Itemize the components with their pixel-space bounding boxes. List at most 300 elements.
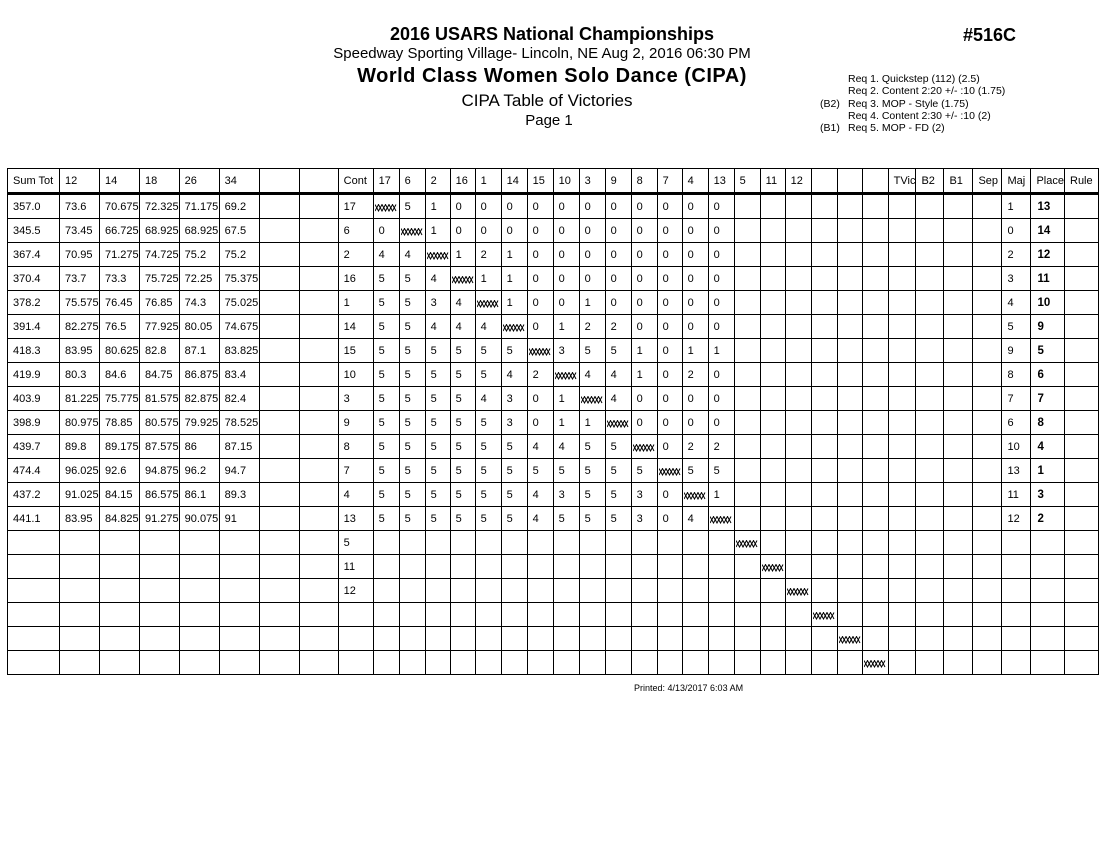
victory-count-cell <box>811 315 837 339</box>
judge-score-cell <box>219 651 259 675</box>
victory-count-cell <box>862 459 888 483</box>
judge-score-cell <box>140 651 180 675</box>
victory-count-cell <box>399 531 425 555</box>
victory-count-cell <box>450 603 475 627</box>
place-cell <box>1031 531 1065 555</box>
xxx-cross-hatch-icon <box>813 611 835 619</box>
victory-count-cell: 5 <box>399 483 425 507</box>
victory-count-cell: 5 <box>475 339 501 363</box>
victory-count-cell <box>760 603 785 627</box>
victory-count-cell <box>734 267 760 291</box>
victory-count-cell: 5 <box>682 459 708 483</box>
column-header-contestant: Cont <box>338 169 373 194</box>
victory-count-cell <box>811 483 837 507</box>
victory-count-cell: 0 <box>553 194 579 219</box>
victory-count-cell <box>682 579 708 603</box>
sep-cell <box>973 219 1002 243</box>
rule-cell <box>1065 315 1099 339</box>
rule-cell <box>1065 507 1099 531</box>
victory-count-cell <box>553 363 579 387</box>
victory-count-cell <box>708 555 734 579</box>
victory-count-cell: 5 <box>501 483 527 507</box>
victory-count-cell <box>760 555 785 579</box>
contestant-number-cell: 7 <box>338 459 373 483</box>
table-row <box>8 651 1099 675</box>
victory-count-cell <box>734 531 760 555</box>
judge-score-cell <box>100 603 140 627</box>
xxx-cross-hatch-icon <box>736 539 758 547</box>
column-header-opponent: 17 <box>373 169 399 194</box>
judge-score-cell: 83.95 <box>60 339 100 363</box>
sep-cell <box>973 531 1002 555</box>
contestant-number-cell: 14 <box>338 315 373 339</box>
rule-cell <box>1065 219 1099 243</box>
b1-cell <box>944 579 973 603</box>
b1-cell <box>944 315 973 339</box>
table-row <box>8 627 1099 651</box>
b1-cell <box>944 291 973 315</box>
xxx-cross-hatch-icon <box>555 371 577 379</box>
victory-count-cell: 5 <box>450 483 475 507</box>
judge-score-cell: 75.775 <box>100 387 140 411</box>
victory-count-cell: 4 <box>527 507 553 531</box>
requirement-text: Req 1. Quickstep (112) (2.5) <box>848 73 980 85</box>
victory-count-cell <box>399 219 425 243</box>
sum-total-cell: 403.9 <box>8 387 60 411</box>
contestant-number-cell: 2 <box>338 243 373 267</box>
judge-score-cell <box>299 555 338 579</box>
victory-count-cell <box>811 267 837 291</box>
place-cell: 14 <box>1031 219 1065 243</box>
victory-count-cell: 5 <box>399 267 425 291</box>
victory-count-cell <box>373 603 399 627</box>
victory-count-cell: 0 <box>682 194 708 219</box>
contestant-number-cell <box>338 627 373 651</box>
victory-count-cell: 0 <box>631 194 657 219</box>
judge-score-cell: 84.75 <box>140 363 180 387</box>
victory-count-cell <box>760 627 785 651</box>
b1-cell <box>944 411 973 435</box>
table-row <box>8 483 1099 507</box>
victory-count-cell: 0 <box>631 315 657 339</box>
table-row <box>8 291 1099 315</box>
victory-count-cell: 0 <box>450 219 475 243</box>
judge-score-cell <box>100 651 140 675</box>
victory-count-cell: 4 <box>425 315 450 339</box>
victory-count-cell <box>605 411 631 435</box>
requirement-item <box>820 98 1005 110</box>
judge-score-cell <box>299 579 338 603</box>
judge-score-cell: 92.6 <box>100 459 140 483</box>
victory-count-cell <box>527 603 553 627</box>
victory-count-cell: 4 <box>450 315 475 339</box>
victory-count-cell <box>682 531 708 555</box>
judge-score-cell: 91.025 <box>60 483 100 507</box>
victory-count-cell: 5 <box>373 339 399 363</box>
victory-count-cell: 1 <box>682 339 708 363</box>
maj-cell: 7 <box>1002 387 1031 411</box>
column-header-b1: B1 <box>944 169 973 194</box>
judge-score-cell <box>299 459 338 483</box>
victory-count-cell <box>785 435 811 459</box>
victory-count-cell: 5 <box>501 339 527 363</box>
victory-count-cell: 0 <box>631 291 657 315</box>
b2-cell <box>916 555 944 579</box>
tvic-cell <box>888 219 916 243</box>
rule-cell <box>1065 555 1099 579</box>
victory-count-cell: 0 <box>527 219 553 243</box>
judge-score-cell: 73.45 <box>60 219 100 243</box>
judge-score-cell <box>100 555 140 579</box>
victory-count-cell <box>760 579 785 603</box>
victory-count-cell: 5 <box>425 507 450 531</box>
victory-count-cell: 0 <box>657 363 682 387</box>
victory-count-cell: 0 <box>657 194 682 219</box>
victory-count-cell <box>657 651 682 675</box>
judge-score-cell: 89.175 <box>100 435 140 459</box>
victory-count-cell: 1 <box>501 291 527 315</box>
xxx-cross-hatch-icon <box>529 347 551 355</box>
column-header-opponent: 2 <box>425 169 450 194</box>
b2-cell <box>916 507 944 531</box>
victory-count-cell <box>760 315 785 339</box>
victory-count-cell: 0 <box>553 243 579 267</box>
judge-score-cell <box>299 243 338 267</box>
sep-cell <box>973 243 1002 267</box>
victory-count-cell: 0 <box>527 387 553 411</box>
victory-count-cell: 5 <box>605 507 631 531</box>
victory-count-cell <box>682 603 708 627</box>
column-header-score: 34 <box>219 169 259 194</box>
table-row <box>8 315 1099 339</box>
sum-total-cell: 398.9 <box>8 411 60 435</box>
judge-score-cell <box>299 627 338 651</box>
victory-count-cell: 5 <box>425 339 450 363</box>
judge-score-cell: 94.7 <box>219 459 259 483</box>
victory-count-cell <box>527 651 553 675</box>
victory-count-cell <box>579 555 605 579</box>
victory-count-cell <box>631 435 657 459</box>
judge-score-cell <box>299 435 338 459</box>
b1-cell <box>944 219 973 243</box>
victory-count-cell: 5 <box>450 459 475 483</box>
xxx-cross-hatch-icon <box>762 563 784 571</box>
tvic-cell <box>888 603 916 627</box>
column-header-opponent: 11 <box>760 169 785 194</box>
table-row <box>8 603 1099 627</box>
victory-count-cell <box>811 243 837 267</box>
victory-count-cell: 0 <box>605 291 631 315</box>
victory-count-cell <box>734 339 760 363</box>
b2-cell <box>916 339 944 363</box>
judge-score-cell: 68.925 <box>140 219 180 243</box>
judge-score-cell: 75.575 <box>60 291 100 315</box>
victory-count-cell: 0 <box>475 194 501 219</box>
place-cell: 5 <box>1031 339 1065 363</box>
judge-score-cell: 78.525 <box>219 411 259 435</box>
judge-score-cell: 94.875 <box>140 459 180 483</box>
contestant-number-cell: 9 <box>338 411 373 435</box>
victory-count-cell: 0 <box>657 483 682 507</box>
place-cell: 6 <box>1031 363 1065 387</box>
victory-count-cell <box>734 363 760 387</box>
event-code: #516C <box>963 25 1017 45</box>
victory-count-cell <box>837 531 862 555</box>
b2-cell <box>916 363 944 387</box>
victory-count-cell <box>605 555 631 579</box>
victory-count-cell: 5 <box>373 459 399 483</box>
sum-total-cell: 367.4 <box>8 243 60 267</box>
b2-cell <box>916 267 944 291</box>
b2-cell <box>916 579 944 603</box>
column-header-opponent: 3 <box>579 169 605 194</box>
victory-count-cell <box>785 531 811 555</box>
victory-count-cell: 0 <box>657 411 682 435</box>
rule-cell <box>1065 531 1099 555</box>
victory-count-cell: 1 <box>475 267 501 291</box>
victory-count-cell <box>862 603 888 627</box>
victory-count-cell <box>862 363 888 387</box>
judge-score-cell <box>259 315 299 339</box>
victory-count-cell <box>785 579 811 603</box>
victory-count-cell: 5 <box>425 435 450 459</box>
column-header-score: 18 <box>140 169 180 194</box>
victory-count-cell <box>657 459 682 483</box>
b2-cell <box>916 483 944 507</box>
victory-count-cell: 4 <box>450 291 475 315</box>
victory-count-cell: 5 <box>553 507 579 531</box>
victory-count-cell <box>657 555 682 579</box>
victory-count-cell: 0 <box>501 219 527 243</box>
b2-cell <box>916 435 944 459</box>
victory-count-cell: 0 <box>708 219 734 243</box>
victory-count-cell: 0 <box>657 219 682 243</box>
contestant-number-cell: 3 <box>338 387 373 411</box>
place-cell: 7 <box>1031 387 1065 411</box>
victory-count-cell: 0 <box>527 267 553 291</box>
victory-count-cell: 0 <box>579 267 605 291</box>
printed-timestamp: Printed: 4/13/2017 6:03 AM <box>634 683 744 693</box>
place-cell: 10 <box>1031 291 1065 315</box>
maj-cell: 2 <box>1002 243 1031 267</box>
victory-count-cell <box>425 555 450 579</box>
judge-score-cell: 82.4 <box>219 387 259 411</box>
victory-count-cell <box>734 603 760 627</box>
victory-count-cell <box>734 411 760 435</box>
judge-score-cell <box>219 555 259 579</box>
rule-cell <box>1065 651 1099 675</box>
victory-count-cell: 1 <box>708 339 734 363</box>
place-cell <box>1031 555 1065 579</box>
judge-score-cell <box>60 627 100 651</box>
victory-count-cell <box>501 555 527 579</box>
sep-cell <box>973 291 1002 315</box>
victory-count-cell: 0 <box>373 219 399 243</box>
place-cell: 12 <box>1031 243 1065 267</box>
sep-cell <box>973 315 1002 339</box>
sum-total-cell <box>8 579 60 603</box>
victory-count-cell: 5 <box>501 459 527 483</box>
victory-count-cell <box>837 387 862 411</box>
victory-count-cell <box>760 483 785 507</box>
victory-count-cell <box>760 387 785 411</box>
victory-count-cell: 3 <box>631 483 657 507</box>
judge-score-cell <box>259 243 299 267</box>
victory-count-cell <box>811 219 837 243</box>
victory-count-cell: 5 <box>450 387 475 411</box>
victory-count-cell <box>862 411 888 435</box>
table-row <box>8 363 1099 387</box>
sum-total-cell: 391.4 <box>8 315 60 339</box>
victory-count-cell: 0 <box>527 243 553 267</box>
victory-count-cell: 5 <box>399 411 425 435</box>
victory-count-cell: 5 <box>425 387 450 411</box>
victory-count-cell: 5 <box>373 315 399 339</box>
victory-count-cell: 0 <box>657 507 682 531</box>
b2-cell <box>916 627 944 651</box>
victory-count-cell: 5 <box>553 459 579 483</box>
rule-cell <box>1065 459 1099 483</box>
victory-count-cell <box>475 603 501 627</box>
xxx-cross-hatch-icon <box>684 491 706 499</box>
tvic-cell <box>888 387 916 411</box>
judge-score-cell: 70.675 <box>100 194 140 219</box>
sum-total-cell: 474.4 <box>8 459 60 483</box>
victory-count-cell <box>862 627 888 651</box>
victory-count-cell: 4 <box>527 483 553 507</box>
maj-cell <box>1002 531 1031 555</box>
contestant-number-cell: 10 <box>338 363 373 387</box>
judge-score-cell <box>299 291 338 315</box>
judge-score-cell: 80.05 <box>179 315 219 339</box>
victory-count-cell: 0 <box>501 194 527 219</box>
victory-count-cell <box>862 483 888 507</box>
rule-cell <box>1065 483 1099 507</box>
judge-score-cell: 90.075 <box>179 507 219 531</box>
victory-count-cell <box>657 579 682 603</box>
place-cell <box>1031 603 1065 627</box>
victory-count-cell <box>579 603 605 627</box>
requirement-text: Req 5. MOP - FD (2) <box>848 122 945 135</box>
victory-count-cell: 5 <box>605 435 631 459</box>
victory-count-cell: 5 <box>373 483 399 507</box>
victory-count-cell: 5 <box>450 435 475 459</box>
victory-count-cell: 3 <box>553 483 579 507</box>
victory-count-cell: 5 <box>475 507 501 531</box>
victory-count-cell: 0 <box>708 387 734 411</box>
sep-cell <box>973 603 1002 627</box>
judge-score-cell <box>60 603 100 627</box>
judge-score-cell: 80.975 <box>60 411 100 435</box>
victory-count-cell: 4 <box>553 435 579 459</box>
victory-count-cell <box>450 555 475 579</box>
judge-score-cell <box>259 363 299 387</box>
sum-total-cell <box>8 651 60 675</box>
victory-count-cell <box>760 291 785 315</box>
judge-score-cell: 73.3 <box>100 267 140 291</box>
competition-title: 2016 USARS National Championships <box>389 24 715 44</box>
judge-score-cell <box>140 603 180 627</box>
sum-total-cell <box>8 531 60 555</box>
sum-total-cell <box>8 603 60 627</box>
requirement-tag: (B1) <box>820 122 840 135</box>
victory-count-cell <box>734 579 760 603</box>
victory-count-cell <box>450 627 475 651</box>
judge-score-cell <box>259 555 299 579</box>
victory-count-cell: 5 <box>425 411 450 435</box>
b2-cell <box>916 291 944 315</box>
victory-count-cell <box>862 219 888 243</box>
victory-count-cell <box>501 651 527 675</box>
victory-count-cell <box>682 627 708 651</box>
tvic-cell <box>888 531 916 555</box>
victory-count-cell <box>475 531 501 555</box>
victory-count-cell <box>527 627 553 651</box>
victory-count-cell <box>553 627 579 651</box>
report-subtitle: CIPA Table of Victories <box>461 91 633 110</box>
judge-score-cell <box>140 555 180 579</box>
b1-cell <box>944 483 973 507</box>
victory-count-cell <box>501 627 527 651</box>
maj-cell: 1 <box>1002 194 1031 219</box>
victory-count-cell: 0 <box>708 194 734 219</box>
victory-count-cell <box>837 459 862 483</box>
victory-count-cell <box>373 579 399 603</box>
victory-count-cell: 4 <box>605 363 631 387</box>
column-header-score: 26 <box>179 169 219 194</box>
victory-count-cell <box>811 579 837 603</box>
victory-count-cell: 5 <box>373 507 399 531</box>
table-header-row <box>8 169 1099 194</box>
judge-score-cell <box>140 531 180 555</box>
victory-count-cell <box>657 627 682 651</box>
xxx-cross-hatch-icon <box>864 659 886 667</box>
victory-count-cell <box>862 387 888 411</box>
victory-count-cell <box>811 291 837 315</box>
b1-cell <box>944 507 973 531</box>
column-header-opponent: 5 <box>734 169 760 194</box>
victory-count-cell: 5 <box>373 435 399 459</box>
victory-count-cell: 0 <box>682 267 708 291</box>
victory-count-cell: 0 <box>605 219 631 243</box>
victory-count-cell: 0 <box>708 243 734 267</box>
judge-score-cell: 87.15 <box>219 435 259 459</box>
victory-count-cell <box>785 219 811 243</box>
judge-score-cell <box>299 267 338 291</box>
victory-count-cell: 1 <box>553 387 579 411</box>
judge-score-cell <box>259 219 299 243</box>
column-header-opponent: 12 <box>785 169 811 194</box>
place-cell <box>1031 651 1065 675</box>
judge-score-cell <box>60 531 100 555</box>
victory-count-cell: 0 <box>631 411 657 435</box>
victory-count-cell <box>631 531 657 555</box>
judge-score-cell: 76.45 <box>100 291 140 315</box>
tvic-cell <box>888 291 916 315</box>
rule-cell <box>1065 194 1099 219</box>
sum-total-cell: 419.9 <box>8 363 60 387</box>
judge-score-cell <box>299 651 338 675</box>
judge-score-cell <box>299 531 338 555</box>
judge-score-cell: 70.95 <box>60 243 100 267</box>
victory-count-cell <box>682 483 708 507</box>
judge-score-cell: 67.5 <box>219 219 259 243</box>
maj-cell <box>1002 603 1031 627</box>
event-title: World Class Women Solo Dance (CIPA) <box>357 65 747 87</box>
victory-count-cell <box>579 579 605 603</box>
tvic-cell <box>888 651 916 675</box>
victory-count-cell <box>760 194 785 219</box>
